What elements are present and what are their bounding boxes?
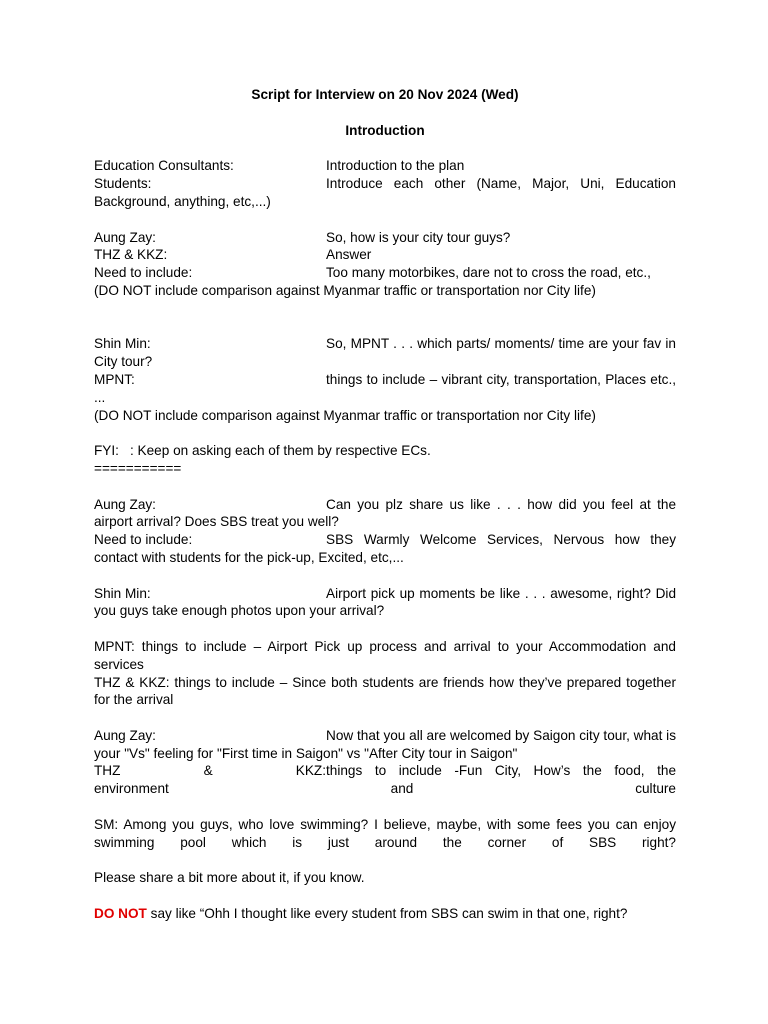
speaker-label: Shin Min: — [94, 336, 151, 352]
script-line — [94, 335, 676, 371]
speaker-label: Need to include: — [94, 265, 193, 281]
speaker-label: THZ & KKZ: — [94, 763, 326, 779]
script-line — [94, 157, 676, 175]
script-note: (DO NOT include comparison against Myanmar traffic or transportation nor City life) — [94, 282, 596, 298]
script-line — [94, 531, 676, 567]
script-paragraph: THZ & KKZ: things to include – Since both students are friends how they’ve prepared together for the arrival — [94, 674, 676, 708]
line-text: things to include -Fun City, How’s the food, the environment and culture — [94, 763, 676, 797]
line-text: things to include – vibrant city, transportation, Places etc., ... — [94, 371, 676, 405]
document-title: Script for Interview on 20 Nov 2024 (Wed) — [251, 87, 519, 102]
script-paragraph: Please share a bit more about it, if you know. — [94, 870, 365, 886]
line-text: Now that you all are welcomed by Saigon city tour, what is your "Vs" feeling for "First time in Saigon" vs "After City tour in Saigon" — [94, 727, 676, 761]
script-paragraph: MPNT: things to include – Airport Pick up process and arrival to your Accommodation and services — [94, 638, 676, 672]
fyi-label: FYI: — [94, 443, 119, 459]
divider-line: =========== — [94, 460, 182, 476]
speaker-label: Aung Zay: — [94, 229, 156, 245]
script-note: (DO NOT include comparison against Myanmar traffic or transportation nor City life) — [94, 407, 596, 423]
script-line — [94, 585, 676, 621]
speaker-label: Aung Zay: — [94, 727, 156, 743]
line-text: So, how is your city tour guys? — [326, 229, 511, 245]
line-text: So, MPNT . . . which parts/ moments/ time are your fav in City tour? — [94, 336, 676, 370]
line-text: Introduction to the plan — [326, 158, 465, 174]
script-line — [94, 727, 676, 763]
script-line — [94, 175, 676, 211]
script-paragraph: SM: Among you guys, who love swimming? I believe, maybe, with some fees you can enjoy swimming pool which is just around the corner of SBS right? — [94, 816, 676, 850]
script-line — [94, 496, 676, 532]
fyi-line — [94, 442, 676, 460]
script-line — [94, 762, 676, 798]
speaker-label: Shin Min: — [94, 585, 151, 601]
line-text: Airport pick up moments be like . . . awesome, right? Did you guys take enough photos upon your arrival? — [94, 585, 676, 619]
line-text: SBS Warmly Welcome Services, Nervous how they contact with students for the pick-up, Excited, etc,... — [94, 532, 676, 565]
script-line — [94, 371, 676, 407]
speaker-label: Aung Zay: — [94, 496, 156, 512]
line-text: Can you plz share us like . . . how did you feel at the airport arrival? Does SBS treat you well? — [94, 496, 676, 530]
line-text: Too many motorbikes, dare not to cross the road, etc., — [326, 265, 651, 281]
warning-line — [94, 905, 676, 923]
speaker-label: Education Consultants: — [94, 158, 234, 174]
line-text: Introduce each other (Name, Major, Uni, Education Background, anything, etc,...) — [94, 176, 676, 209]
warning-text: say like “Ohh I thought like every student from SBS can swim in that one, right? — [146, 905, 628, 921]
fyi-text: : Keep on asking each of them by respective ECs. — [130, 443, 431, 459]
line-text: Answer — [326, 247, 372, 263]
speaker-label: Students: — [94, 176, 152, 192]
section-heading: Introduction — [345, 122, 425, 138]
speaker-label: THZ & KKZ: — [94, 247, 168, 263]
script-line — [94, 264, 676, 282]
speaker-label: Need to include: — [94, 532, 193, 548]
script-line — [94, 246, 676, 264]
speaker-label: MPNT: — [94, 371, 135, 387]
script-line — [94, 229, 676, 247]
document-body — [94, 86, 676, 923]
warning-label: DO NOT — [94, 905, 147, 921]
